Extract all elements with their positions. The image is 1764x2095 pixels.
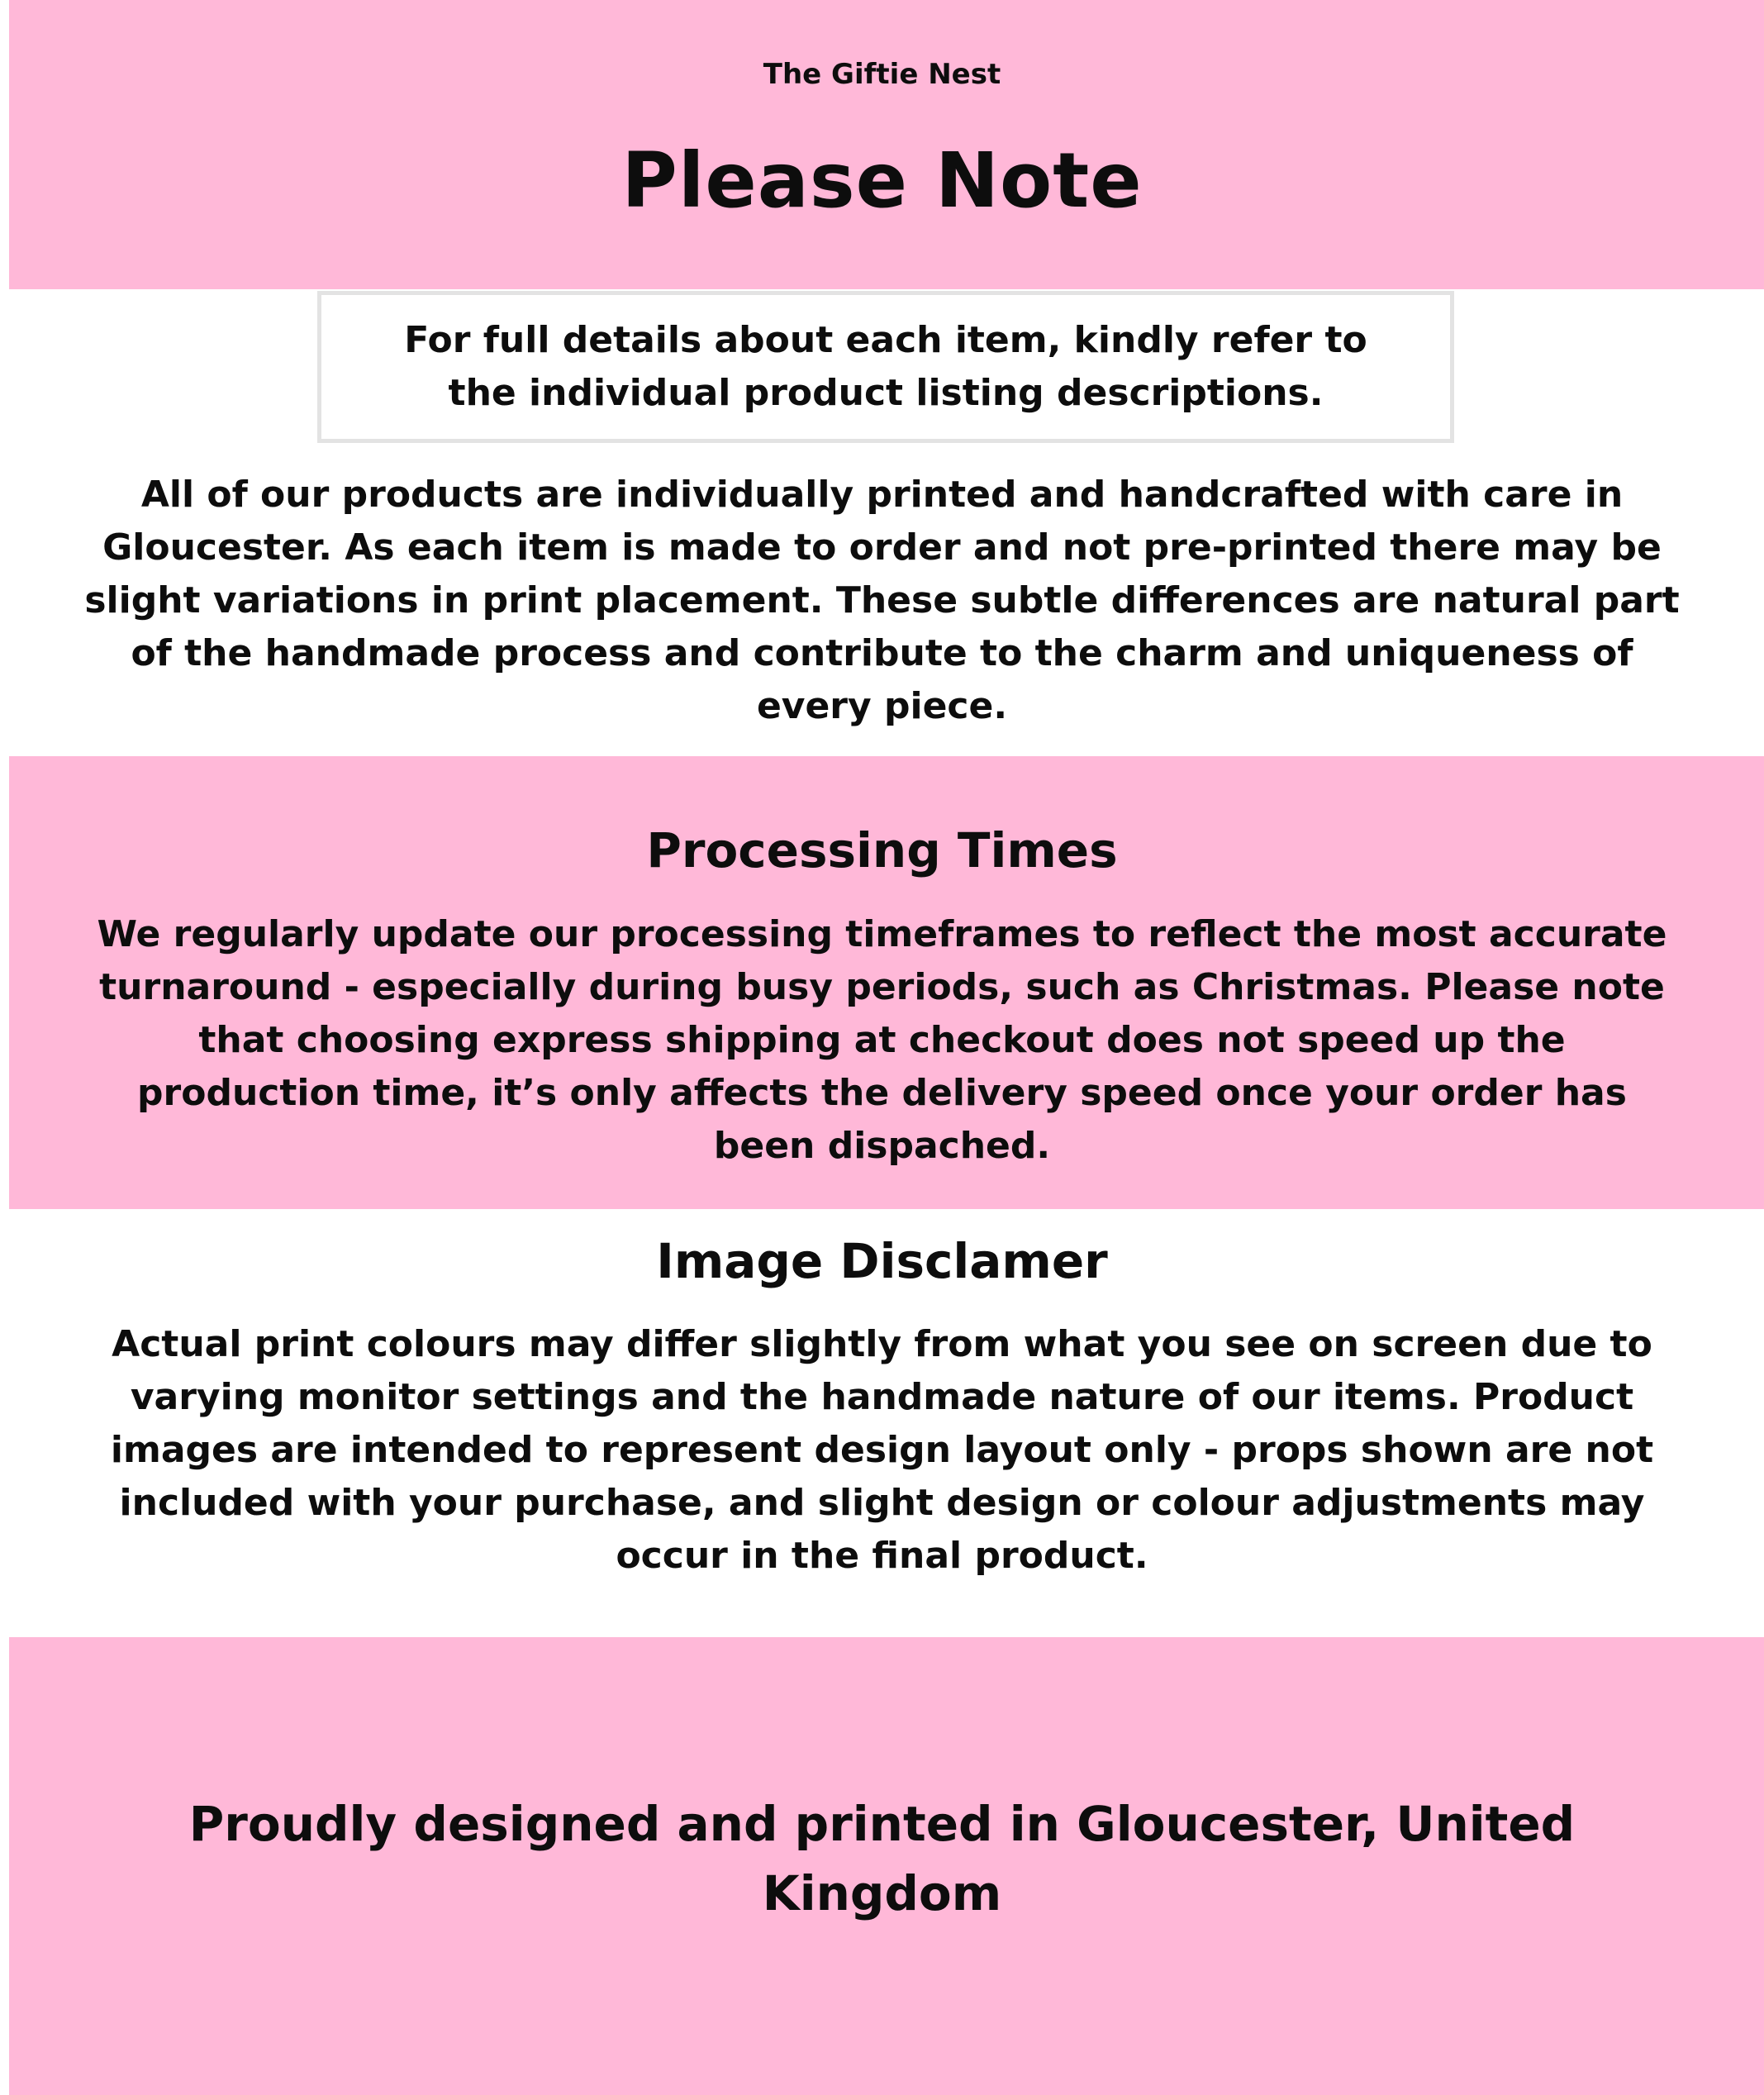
notice-box (317, 291, 1454, 443)
intro-paragraph: All of our products are individually printed and handcrafted with care in Gloucester. As each item is made to order and not pre-printed there may be slight variations in print placement. These subtle differences are natural part of the handmade process and contribute to the charm and uniqueness of every piece. (84, 474, 1680, 727)
brand-name: The Giftie Nest (763, 58, 1001, 91)
image-disclaimer-heading: Image Disclamer (656, 1233, 1108, 1289)
processing-times-heading: Processing Times (646, 822, 1118, 878)
image-disclaimer-paragraph: Actual print colours may differ slightly from what you see on screen due to varying monitor settings and the handmade nature of our items. Product images are intended to represent design layout only - props shown are not included with your purchase, and slight design or colour adjustments may occur in the final product. (110, 1323, 1654, 1577)
processing-times-paragraph: We regularly update our processing timeframes to reflect the most accurate turnaround - especially during busy periods, such as Christmas. Please note that choosing express shipping at checkout does not speed up the production time, it’s only affects the delivery speed once your order has been dispached. (97, 913, 1667, 1167)
footer-tagline: Proudly designed and printed in Gloucester, United Kingdom (188, 1796, 1576, 1921)
notice-text: For full details about each item, kindly refer to the individual product listing descriptions. (404, 319, 1367, 414)
page-title: Please Note (621, 136, 1143, 225)
